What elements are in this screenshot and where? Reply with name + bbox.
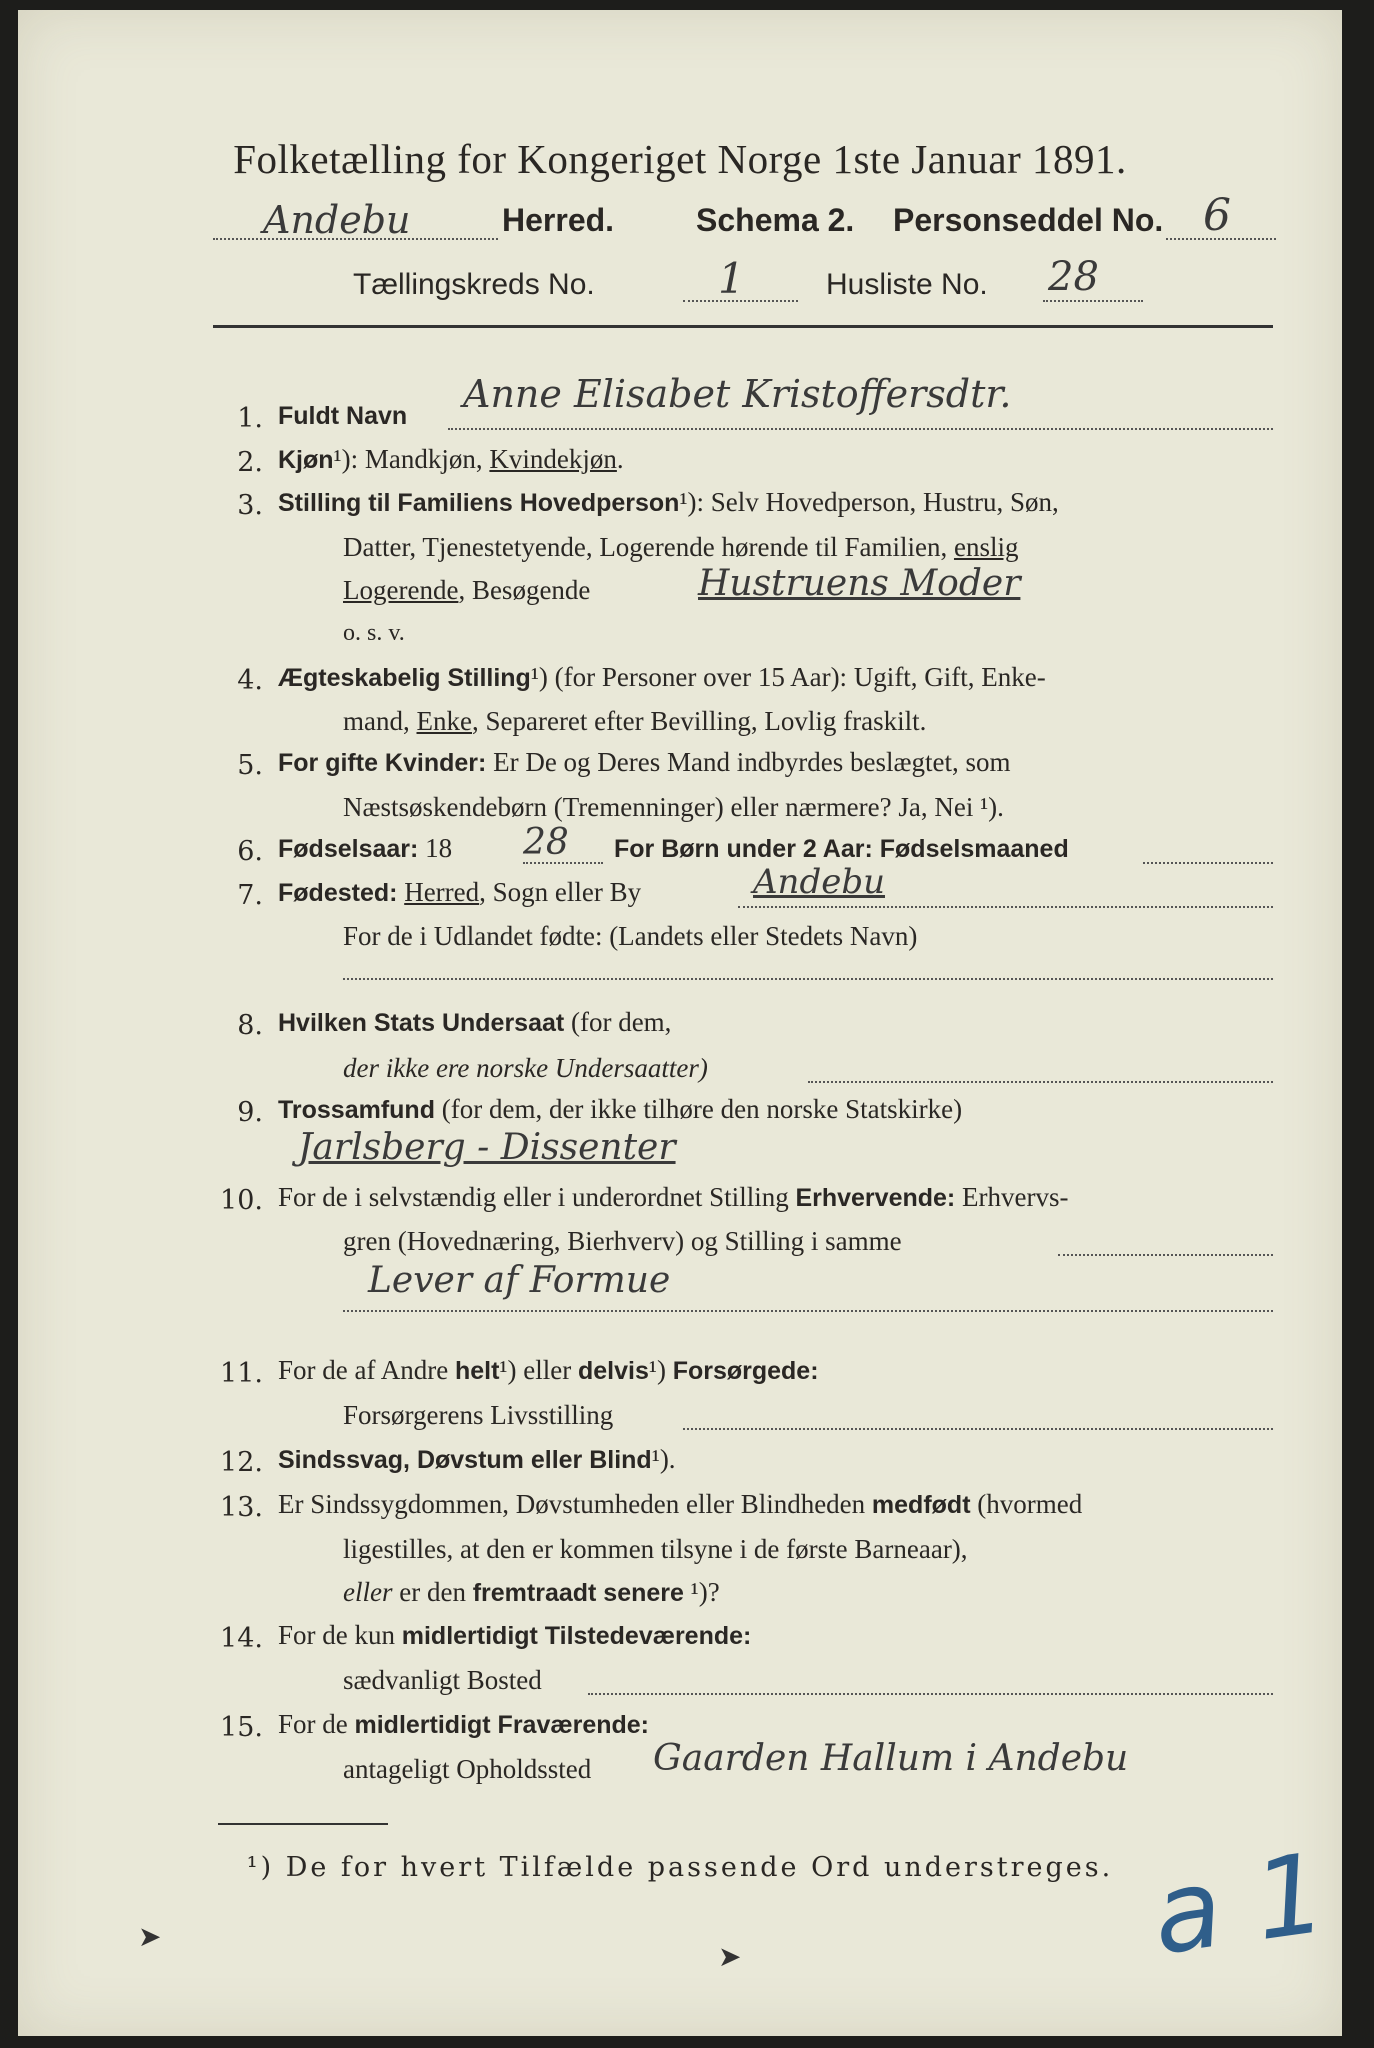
- field-13-text-1c: (hvormed: [970, 1489, 1083, 1519]
- field-4-text-2c: , Separeret efter Bevilling, Lovlig fraskilt.: [471, 706, 927, 736]
- field-6-label: Fødselsaar:: [278, 835, 419, 863]
- field-6-value: 28: [523, 822, 569, 863]
- field-14-text-1a: For de kun: [278, 1620, 402, 1650]
- field-13-text-1a: Er Sindssygdommen, Døvstumheden eller Blindheden: [278, 1489, 872, 1519]
- field-5-line-2: Næstsøskendebørn (Tremenninger) eller nærmere? Ja, Nei ¹).: [343, 792, 1004, 822]
- header-rule: [213, 325, 1273, 328]
- herred-label: Herred.: [502, 202, 615, 238]
- field-11-line-2: Forsørgerens Livsstilling: [343, 1400, 614, 1430]
- field-3-text-1: ¹): Selv Hovedperson, Hustru, Søn,: [679, 487, 1059, 517]
- field-12-line: [278, 1444, 1282, 1475]
- field-6-prefix: 18: [425, 833, 453, 863]
- field-7-number: 7.: [237, 880, 263, 911]
- herred-value: Andebu: [263, 198, 411, 242]
- field-5-label: For gifte Kvinder:: [278, 749, 487, 777]
- field-3-label: Stilling til Familiens Hovedperson: [278, 489, 680, 517]
- field-7-value: Andebu: [753, 862, 885, 902]
- field-13-text-3d: ¹)?: [683, 1577, 720, 1607]
- field-15-line-2: antageligt Opholdssted: [343, 1754, 592, 1784]
- field-3-value: Hustruens Moder: [698, 563, 1021, 604]
- arrow-mark-center-icon: ➤: [718, 1940, 742, 1973]
- field-14-line-2: sædvanligt Bosted: [343, 1665, 542, 1695]
- field-7-option-herred: Herred: [404, 877, 480, 907]
- field-5-number: 5.: [237, 750, 263, 781]
- field-14-number: 14.: [220, 1623, 263, 1654]
- arrow-mark-left-icon: ➤: [138, 1920, 162, 1953]
- field-10-line-1: [278, 1182, 1282, 1213]
- field-11-label: Forsørgede:: [672, 1357, 819, 1385]
- field-7-line-2: For de i Udlandet fødte: (Landets eller Stedets Navn): [343, 921, 918, 951]
- field-3-osv: o. s. v.: [343, 620, 405, 646]
- form-title: Folketælling for Kongeriget Norge 1ste Januar 1891.: [233, 136, 1127, 182]
- field-7-label: Fødested:: [278, 879, 398, 907]
- footnote: ¹) De for hvert Tilfælde passende Ord understreges.: [246, 1852, 1114, 1883]
- field-6-dotted-line-2: [1143, 862, 1273, 864]
- field-4-number: 4.: [237, 665, 263, 696]
- field-8-line-2: der ikke ere norske Undersaatter): [343, 1053, 708, 1083]
- field-11-number: 11.: [220, 1358, 263, 1389]
- archive-stamp: a 1: [1144, 1828, 1334, 1980]
- field-15-label: midlertidigt Fraværende:: [354, 1711, 649, 1739]
- field-8-number: 8.: [237, 1010, 263, 1041]
- field-13-eller: eller: [343, 1577, 393, 1607]
- field-11-dotted-line: [683, 1428, 1273, 1430]
- field-14-label: midlertidigt Tilstedeværende:: [401, 1622, 752, 1650]
- field-3-text-2: Datter, Tjenestetyende, Logerende hørende til Familien,: [343, 532, 954, 562]
- field-12-tail: ¹).: [651, 1444, 676, 1474]
- census-form-page: [18, 10, 1342, 2036]
- field-12-label: Sindssvag, Døvstum eller Blind: [278, 1446, 652, 1474]
- field-13-number: 13.: [220, 1492, 263, 1523]
- field-8-line-1: [278, 1007, 1282, 1038]
- field-4-line-1: [278, 662, 1282, 693]
- field-10-number: 10.: [220, 1185, 263, 1216]
- field-9-number: 9.: [237, 1097, 263, 1128]
- field-3-option-logerende: Logerende: [343, 575, 459, 605]
- field-10-value: Lever af Formue: [368, 1260, 671, 1301]
- field-11-delvis: delvis: [577, 1357, 649, 1385]
- field-8-text-1: (for dem,: [564, 1007, 672, 1037]
- field-1-value: Anne Elisabet Kristoffersdtr.: [463, 372, 1012, 416]
- field-10-line-2: gren (Hovednæring, Bierhverv) og Stilling i samme: [343, 1226, 902, 1256]
- field-2-text-a: ¹): Mandkjøn,: [333, 444, 490, 474]
- field-5-line-1: [278, 747, 1282, 778]
- field-13-line-3: [343, 1577, 1282, 1608]
- field-2-number: 2.: [237, 447, 263, 478]
- field-13-senere: fremtraadt senere: [472, 1579, 684, 1607]
- husliste-label: Husliste No.: [826, 268, 988, 301]
- field-11-line-1: [278, 1355, 1282, 1386]
- field-4-line-2: [343, 706, 1282, 737]
- field-13-text-3b: er den: [392, 1577, 473, 1607]
- field-9-label: Trossamfund: [278, 1096, 435, 1124]
- field-7-text-b: , Sogn eller By: [479, 877, 642, 907]
- field-3-option-enslig: enslig: [953, 532, 1019, 562]
- field-5-text-1: Er De og Deres Mand indbyrdes beslægtet, som: [486, 747, 1011, 777]
- field-4-text-2a: mand,: [343, 706, 417, 736]
- field-14-dotted-line: [588, 1693, 1273, 1695]
- field-2-option-kvindekjon: Kvindekjøn: [489, 444, 617, 474]
- field-9-line-1: [278, 1094, 1282, 1125]
- field-4-text-1: ¹) (for Personer over 15 Aar): Ugift, Gift, Enke-: [530, 662, 1046, 692]
- field-15-text-1a: For de: [278, 1709, 355, 1739]
- field-3-line-1: [278, 487, 1282, 518]
- field-10-label: Erhvervende:: [795, 1184, 956, 1212]
- field-1-label: Fuldt Navn: [278, 402, 408, 430]
- field-11-helt: helt: [454, 1357, 500, 1385]
- field-14-line-1: [278, 1620, 1282, 1651]
- field-2-label: Kjøn: [278, 446, 334, 474]
- field-15-value: Gaarden Hallum i Andebu: [653, 1738, 1129, 1779]
- field-7-dotted-line-2: [343, 978, 1273, 980]
- field-15-line-1: [278, 1709, 1282, 1740]
- field-2-text-c: .: [616, 444, 624, 474]
- field-15-number: 15.: [220, 1712, 263, 1743]
- field-11-text-1a: For de af Andre: [278, 1355, 455, 1385]
- field-1-dotted-line: [448, 428, 1273, 430]
- field-13-line-1: [278, 1489, 1282, 1520]
- husliste-value: 28: [1048, 254, 1099, 300]
- field-7-dotted-line: [738, 906, 1273, 908]
- field-9-value: Jarlsberg - Dissenter: [298, 1127, 676, 1168]
- field-12-number: 12.: [220, 1447, 263, 1478]
- field-10-text-1c: Erhvervs-: [955, 1182, 1069, 1212]
- field-10-text-1a: For de i selvstændig eller i underordnet Stilling: [278, 1182, 796, 1212]
- field-8-dotted-line: [808, 1081, 1273, 1083]
- field-9-text-1: (for dem, der ikke tilhøre den norske Statskirke): [434, 1094, 963, 1124]
- field-6-line-2: [614, 833, 1282, 864]
- field-13-medfodt: medfødt: [871, 1491, 971, 1519]
- field-6-label-2: For Børn under 2 Aar: Fødselsmaaned: [614, 835, 1069, 863]
- field-3-line-2: [343, 532, 1282, 563]
- field-8-label: Hvilken Stats Undersaat: [278, 1009, 565, 1037]
- field-10-dotted-line-2: [343, 1310, 1273, 1312]
- schema-label: Schema 2.: [696, 202, 855, 238]
- field-4-label: Ægteskabelig Stilling: [278, 664, 531, 692]
- field-2-line: [278, 444, 1282, 475]
- husliste-dotted-line: [1043, 300, 1143, 302]
- field-11-text-1e: ¹): [648, 1355, 673, 1385]
- field-11-text-1c: ¹) eller: [499, 1355, 578, 1385]
- kreds-label: Tællingskreds No.: [353, 268, 595, 301]
- field-3-text-3: , Besøgende: [458, 575, 591, 605]
- field-6-dotted-line: [523, 862, 603, 864]
- personseddel-label: Personseddel No.: [893, 202, 1164, 238]
- field-4-option-enke: Enke: [416, 706, 472, 736]
- field-13-line-2: ligestilles, at den er kommen tilsyne i de første Barneaar),: [343, 1534, 968, 1564]
- field-10-dotted-line: [1058, 1254, 1273, 1256]
- field-6-number: 6.: [237, 836, 263, 867]
- personseddel-value: 6: [1203, 190, 1231, 241]
- kreds-value: 1: [718, 254, 745, 303]
- footnote-rule: [218, 1823, 388, 1825]
- field-1-number: 1.: [237, 403, 263, 434]
- field-3-number: 3.: [237, 490, 263, 521]
